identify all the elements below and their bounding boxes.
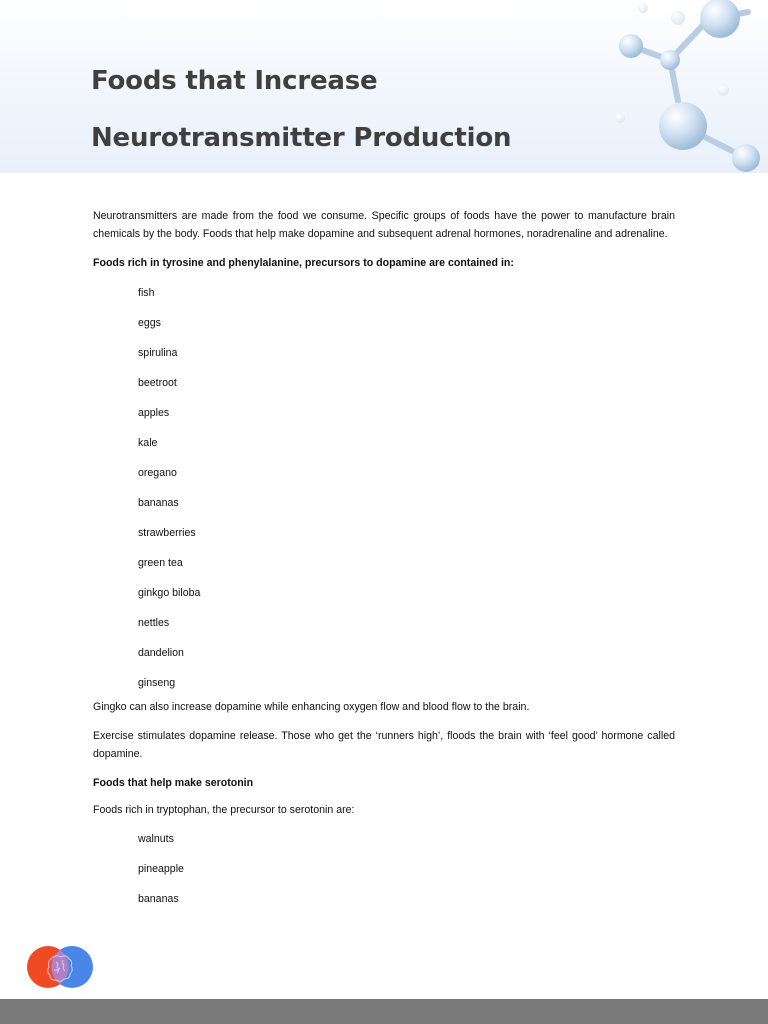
dopamine-food-list-item: spirulina [138, 346, 178, 359]
dopamine-food-list-item: eggs [138, 316, 161, 329]
page-title-line2: Neurotransmitter Production [91, 123, 512, 153]
gingko-paragraph: Gingko can also increase dopamine while enhancing oxygen flow and blood flow to the brain. [93, 700, 530, 713]
exercise-paragraph: Exercise stimulates dopamine release. Those who get the ‘runners high’, floods the brain with ‘feel good’ hormone called dopamine. [93, 730, 675, 760]
serotonin-heading: Foods that help make serotonin [93, 777, 254, 789]
page-title-line1: Foods that Increase [91, 66, 378, 96]
serotonin-food-list-item: walnuts [138, 833, 174, 845]
brain-logo-icon [26, 944, 94, 990]
dopamine-food-list-item: apples [138, 406, 170, 419]
dopamine-food-list-item: nettles [138, 616, 170, 629]
dopamine-food-list-item: fish [138, 286, 155, 299]
document-body [93, 208, 675, 915]
dopamine-food-list [93, 279, 675, 699]
dopamine-food-list-item: bananas [138, 496, 179, 509]
dopamine-food-list-item: oregano [138, 466, 177, 479]
molecule-graphic-icon [538, 0, 768, 173]
dopamine-food-list-item: green tea [138, 556, 183, 569]
dopamine-food-list-item: strawberries [138, 526, 196, 539]
serotonin-intro: Foods rich in tryptophan, the precursor to serotonin are: [93, 803, 355, 816]
dopamine-food-list-item: beetroot [138, 376, 177, 389]
dopamine-food-list-item: kale [138, 436, 158, 449]
dopamine-food-list-item: ginkgo biloba [138, 586, 201, 599]
serotonin-food-list-item: pineapple [138, 863, 184, 875]
page-header [0, 0, 768, 173]
footer-bar [0, 999, 768, 1024]
serotonin-food-list [93, 825, 675, 915]
dopamine-food-list-item: ginseng [138, 676, 176, 689]
intro-paragraph: Neurotransmitters are made from the food we consume. Specific groups of foods have the power to manufacture brain chemicals by the body. Foods that help make dopamine and subsequent adrenal hormones, noradrenaline and adrenaline. [93, 210, 675, 240]
dopamine-heading: Foods rich in tyrosine and phenylalanine, precursors to dopamine are contained in: [93, 257, 514, 269]
dopamine-food-list-item: dandelion [138, 646, 184, 659]
serotonin-food-list-item: bananas [138, 893, 179, 905]
